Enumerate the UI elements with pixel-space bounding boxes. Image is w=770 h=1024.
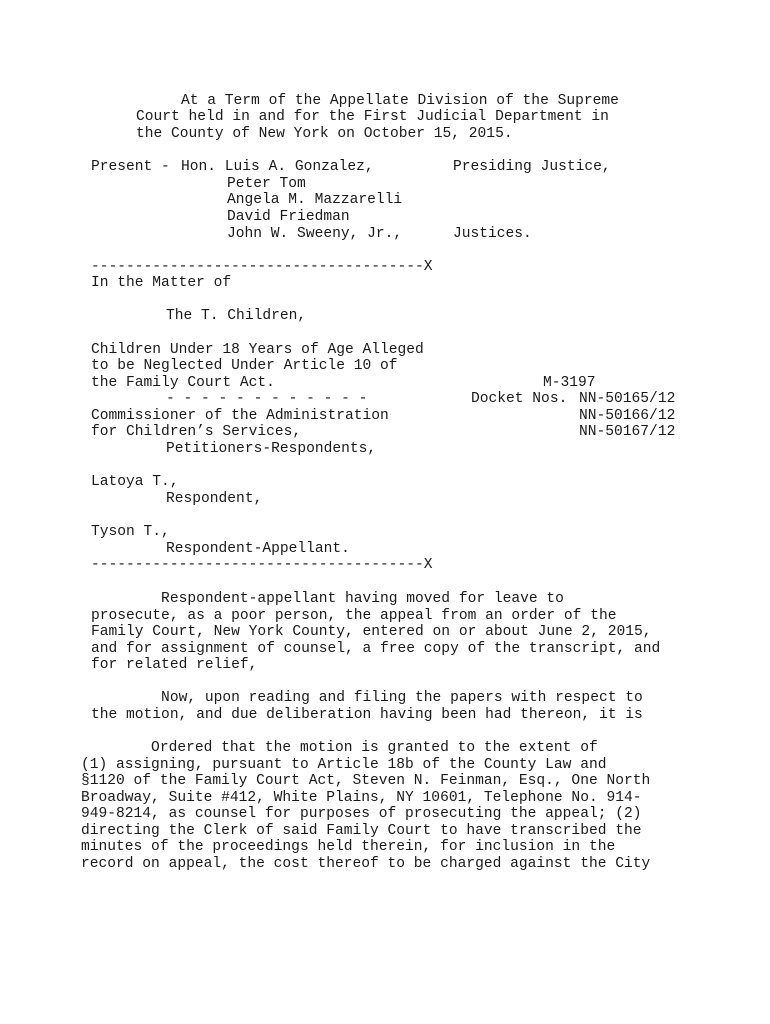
header-line-1: At a Term of the Appellate Division of the Supreme bbox=[181, 93, 619, 109]
caption-alleged-3: the Family Court Act. bbox=[91, 375, 275, 391]
para1-line-5: for related relief, bbox=[91, 657, 258, 673]
caption-latoya: Latoya T., bbox=[91, 474, 179, 490]
para2-line-2: the motion, and due deliberation having been had thereon, it is bbox=[91, 707, 643, 723]
caption-petitioners: Petitioners-Respondents, bbox=[166, 441, 377, 457]
judge-friedman: David Friedman bbox=[227, 209, 350, 225]
docket-number-2: NN-50166/12 bbox=[579, 408, 676, 424]
caption-rule-bottom: --------------------------------------X bbox=[91, 557, 433, 573]
caption-alleged-1: Children Under 18 Years of Age Alleged bbox=[91, 342, 424, 358]
caption-dash-separator: - - - - - - - - - - - - bbox=[166, 391, 368, 407]
para3-line-3: §1120 of the Family Court Act, Steven N. Feinman, Esq., One North bbox=[81, 773, 651, 789]
caption-tyson: Tyson T., bbox=[91, 524, 170, 540]
justices-title: Justices. bbox=[453, 226, 532, 242]
para1-line-3: Family Court, New York County, entered on or about June 2, 2015, bbox=[91, 624, 652, 640]
caption-commissioner-2: for Children’s Services, bbox=[91, 424, 302, 440]
docket-number-3: NN-50167/12 bbox=[579, 424, 676, 440]
caption-respondent-appellant: Respondent-Appellant. bbox=[166, 541, 350, 557]
judge-mazzarelli: Angela M. Mazzarelli bbox=[227, 192, 403, 208]
caption-commissioner-1: Commissioner of the Administration bbox=[91, 408, 389, 424]
para2-line-1: Now, upon reading and filing the papers with respect to bbox=[91, 690, 643, 706]
header-line-3: the County of New York on October 15, 2015. bbox=[136, 126, 513, 142]
caption-alleged-2: to be Neglected Under Article 10 of bbox=[91, 358, 398, 374]
para3-line-8: record on appeal, the cost thereof to be charged against the City bbox=[81, 856, 651, 872]
judge-sweeny: John W. Sweeny, Jr., bbox=[227, 226, 403, 242]
para1-line-2: prosecute, as a poor person, the appeal from an order of the bbox=[91, 608, 617, 624]
presiding-justice-title: Presiding Justice, bbox=[453, 159, 611, 175]
caption-in-matter: In the Matter of bbox=[91, 275, 232, 291]
caption-rule-top: --------------------------------------X bbox=[91, 259, 433, 275]
header-line-2: Court held in and for the First Judicial Department in bbox=[136, 109, 609, 125]
docket-label: Docket Nos. bbox=[471, 391, 568, 407]
para3-line-6: directing the Clerk of said Family Court to have transcribed the bbox=[81, 823, 642, 839]
para3-line-2: (1) assigning, pursuant to Article 18b of the County Law and bbox=[81, 757, 607, 773]
para1-line-4: and for assignment of counsel, a free copy of the transcript, and bbox=[91, 641, 661, 657]
docket-number-1: NN-50165/12 bbox=[579, 391, 676, 407]
para3-line-4: Broadway, Suite #412, White Plains, NY 10601, Telephone No. 914- bbox=[81, 790, 642, 806]
para1-line-1: Respondent-appellant having moved for leave to bbox=[91, 591, 564, 607]
caption-children: The T. Children, bbox=[166, 308, 307, 324]
caption-respondent: Respondent, bbox=[166, 491, 263, 507]
present-label: Present - bbox=[91, 159, 170, 175]
judge-gonzalez: Hon. Luis A. Gonzalez, bbox=[181, 159, 374, 175]
para3-line-7: minutes of the proceedings held therein, for inclusion in the bbox=[81, 839, 616, 855]
judge-tom: Peter Tom bbox=[227, 176, 306, 192]
para3-line-5: 949-8214, as counsel for purposes of prosecuting the appeal; (2) bbox=[81, 806, 642, 822]
para3-line-1: Ordered that the motion is granted to the extent of bbox=[81, 740, 598, 756]
motion-number: M-3197 bbox=[543, 375, 596, 391]
